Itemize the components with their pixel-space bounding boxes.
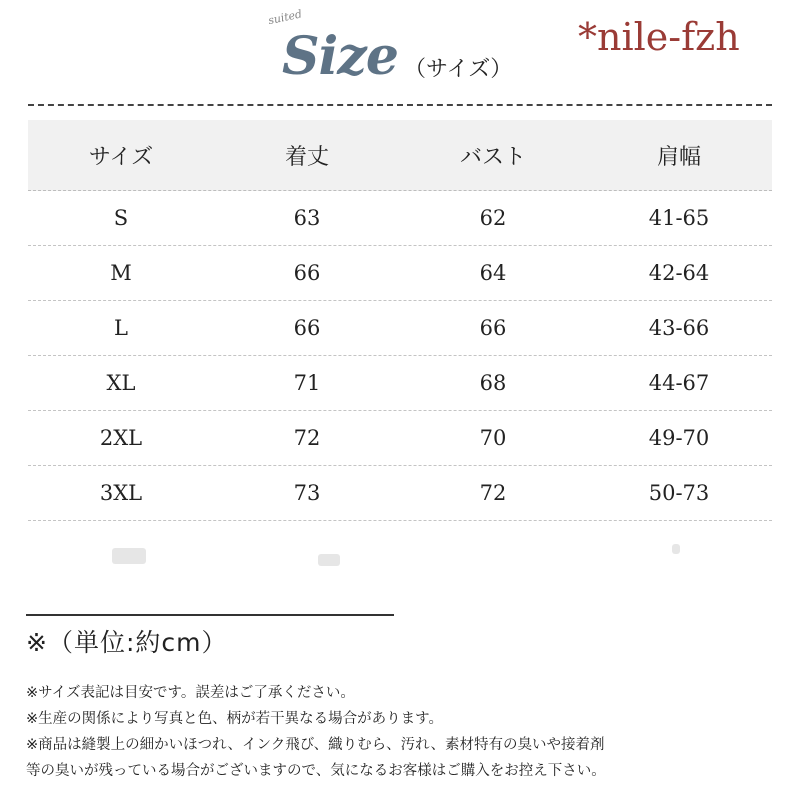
shoulder-cell: 41-65 <box>648 206 710 230</box>
note-line: ※商品は縫製上の細かいほつれ、インク飛び、織りむら、汚れ、素材特有の臭いや接着剤 <box>26 737 605 753</box>
shoulder-cell: 44-67 <box>648 371 710 395</box>
length-cell: 63 <box>293 206 321 230</box>
table-row <box>28 301 772 356</box>
faint-smudge <box>672 544 680 554</box>
bust-cell: 68 <box>479 371 507 395</box>
length-cell: 72 <box>293 426 321 450</box>
unit-note: ※（単位:約cm） <box>26 628 228 657</box>
size-cell: 2XL <box>99 426 143 450</box>
length-cell: 73 <box>293 481 321 505</box>
faint-smudge <box>318 554 340 566</box>
table-row <box>28 466 772 521</box>
size-cell: L <box>114 316 128 340</box>
faint-smudge <box>112 548 146 564</box>
size-cell: XL <box>106 371 136 395</box>
bust-cell: 62 <box>479 206 507 230</box>
length-cell: 66 <box>293 261 321 285</box>
column-header-shoulder: 肩幅 <box>656 144 701 170</box>
length-cell: 66 <box>293 316 321 340</box>
column-header-bust: バスト <box>459 144 526 170</box>
column-header-size: サイズ <box>88 144 154 170</box>
table-header-row <box>28 120 772 191</box>
bust-cell: 66 <box>479 316 507 340</box>
size-cell: S <box>113 206 129 230</box>
suited-label: suited <box>267 7 304 28</box>
dashed-divider <box>28 104 772 106</box>
table-row <box>28 191 772 246</box>
length-cell: 71 <box>293 371 321 395</box>
shoulder-cell: 43-66 <box>648 316 710 340</box>
shoulder-cell: 42-64 <box>648 261 710 285</box>
table-row <box>28 356 772 411</box>
size-cell: M <box>110 261 132 285</box>
note-line: ※生産の関係により写真と色、柄が若干異なる場合があります。 <box>26 711 443 727</box>
bust-cell: 70 <box>479 426 507 450</box>
note-line: ※サイズ表記は目安です。誤差はご了承ください。 <box>26 685 355 701</box>
header <box>0 0 800 100</box>
bust-cell: 72 <box>479 481 507 505</box>
table-row <box>28 246 772 301</box>
size-title: Size <box>282 26 398 87</box>
size-cell: 3XL <box>99 481 143 505</box>
shoulder-cell: 49-70 <box>648 426 710 450</box>
size-subtitle: （サイズ） <box>404 57 513 82</box>
notes <box>26 680 786 784</box>
shoulder-cell: 50-73 <box>648 481 710 505</box>
note-line: 等の臭いが残っている場合がございますので、気になるお客様はご購入をお控え下さい。 <box>26 763 606 779</box>
watermark: *nile-fzh <box>578 15 740 59</box>
column-header-length: 着丈 <box>284 144 329 170</box>
size-table <box>28 120 772 521</box>
underline-divider <box>26 614 394 616</box>
table-row <box>28 411 772 466</box>
bust-cell: 64 <box>479 261 507 285</box>
